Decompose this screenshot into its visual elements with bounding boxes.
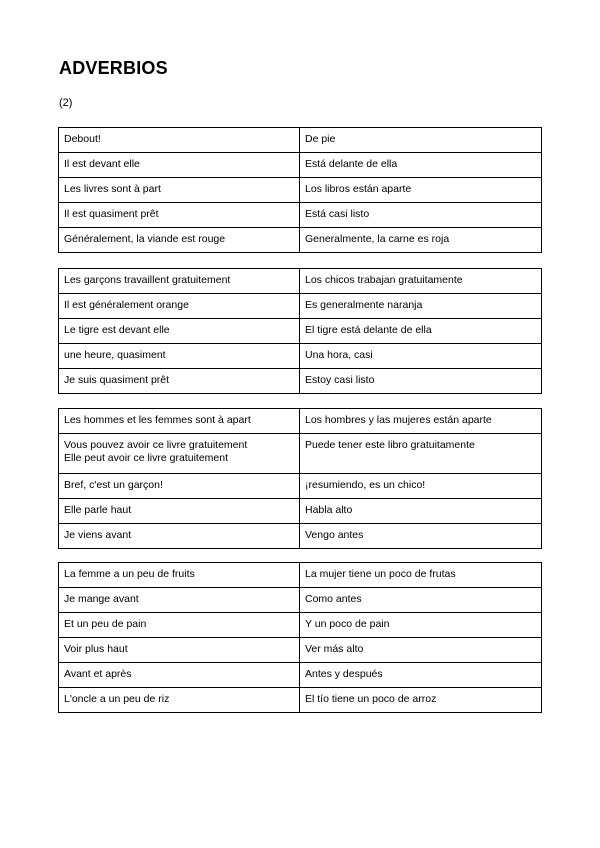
spanish-text: ¡resumiendo, es un chico!: [305, 479, 426, 491]
french-cell: [59, 613, 300, 638]
spanish-cell: [300, 294, 542, 319]
table-row: [59, 563, 542, 588]
spanish-cell: [300, 409, 542, 434]
table-row: [59, 128, 542, 153]
french-text: Avant et après: [64, 668, 132, 680]
french-cell: [59, 269, 300, 294]
table-row: [59, 203, 542, 228]
french-cell: [59, 319, 300, 344]
spanish-cell: [300, 588, 542, 613]
spanish-text: El tigre está delante de ella: [305, 324, 432, 336]
spanish-cell: [300, 369, 542, 394]
spanish-text: Generalmente, la carne es roja: [305, 233, 450, 245]
french-text: Je viens avant: [64, 529, 132, 541]
table-row: [59, 153, 542, 178]
spanish-cell: [300, 128, 542, 153]
french-text: Il est devant elle: [64, 158, 140, 170]
spanish-text: Es generalmente naranja: [305, 299, 423, 311]
french-cell: [59, 499, 300, 524]
spanish-cell: [300, 203, 542, 228]
french-cell: [59, 474, 300, 499]
spanish-cell: [300, 178, 542, 203]
spanish-cell: [300, 499, 542, 524]
table-row: [59, 524, 542, 549]
table-row: [59, 434, 542, 474]
french-cell: [59, 588, 300, 613]
spanish-text: Estoy casi listo: [305, 374, 375, 386]
table-row: [59, 269, 542, 294]
spanish-text: Está casi listo: [305, 208, 370, 220]
french-text: une heure, quasiment: [64, 349, 166, 361]
spanish-cell: [300, 153, 542, 178]
vocab-table-1: [58, 127, 542, 253]
table-row: [59, 688, 542, 713]
french-text: Je mange avant: [64, 593, 139, 605]
french-text: Le tigre est devant elle: [64, 324, 170, 336]
table-row: [59, 178, 542, 203]
table-row: [59, 613, 542, 638]
spanish-text: Vengo antes: [305, 529, 364, 541]
table-row: [59, 588, 542, 613]
french-cell: [59, 294, 300, 319]
french-cell: [59, 228, 300, 253]
spanish-text: El tío tiene un poco de arroz: [305, 693, 437, 705]
french-text: Les hommes et les femmes sont à apart: [64, 414, 251, 426]
french-text: Il est généralement orange: [64, 299, 189, 311]
french-text: Les livres sont à part: [64, 183, 161, 195]
document-subtitle: (2): [59, 97, 73, 109]
french-text: Elle parle haut: [64, 504, 132, 516]
spanish-cell: [300, 638, 542, 663]
french-cell: [59, 434, 300, 474]
spanish-text: Habla alto: [305, 504, 353, 516]
spanish-text: Los libros están aparte: [305, 183, 412, 195]
french-cell: [59, 153, 300, 178]
vocab-table-3: [58, 408, 542, 549]
spanish-cell: [300, 474, 542, 499]
french-text: La femme a un peu de fruits: [64, 568, 195, 580]
table-row: [59, 344, 542, 369]
french-text: Les garçons travaillent gratuitement: [64, 274, 231, 286]
french-cell: [59, 409, 300, 434]
table-row: [59, 409, 542, 434]
spanish-cell: [300, 344, 542, 369]
table-row: [59, 474, 542, 499]
spanish-cell: [300, 228, 542, 253]
french-cell: [59, 178, 300, 203]
document-title: ADVERBIOS: [59, 58, 168, 78]
french-text: Debout!: [64, 133, 101, 145]
spanish-text: La mujer tiene un poco de frutas: [305, 568, 456, 580]
french-text: Bref, c'est un garçon!: [64, 479, 163, 491]
table-row: [59, 294, 542, 319]
french-text: L'oncle a un peu de riz: [64, 693, 170, 705]
french-cell: [59, 369, 300, 394]
table-row: [59, 369, 542, 394]
table-row: [59, 228, 542, 253]
french-cell: [59, 524, 300, 549]
spanish-text: Una hora, casi: [305, 349, 373, 361]
french-text: Voir plus haut: [64, 643, 128, 655]
spanish-cell: [300, 434, 542, 474]
french-text: Je suis quasiment prêt: [64, 374, 170, 386]
table-row: [59, 319, 542, 344]
french-text: Et un peu de pain: [64, 618, 147, 630]
vocab-table-2: [58, 268, 542, 394]
french-cell: [59, 638, 300, 663]
spanish-cell: [300, 663, 542, 688]
french-text: Il est quasiment prêt: [64, 208, 159, 220]
spanish-text: Los chicos trabajan gratuitamente: [305, 274, 463, 286]
spanish-text: Puede tener este libro gratuitamente: [305, 439, 475, 451]
spanish-text: Antes y después: [305, 668, 383, 680]
spanish-cell: [300, 269, 542, 294]
table-row: [59, 638, 542, 663]
french-cell: [59, 203, 300, 228]
french-cell: [59, 663, 300, 688]
spanish-cell: [300, 563, 542, 588]
spanish-cell: [300, 613, 542, 638]
french-text: Vous pouvez avoir ce livre gratuitement: [64, 439, 248, 451]
spanish-cell: [300, 688, 542, 713]
vocab-table-4: [58, 562, 542, 713]
spanish-text: Los hombres y las mujeres están aparte: [305, 414, 492, 426]
french-text: Généralement, la viande est rouge: [64, 233, 226, 245]
spanish-text: Ver más alto: [305, 643, 364, 655]
french-text: Elle peut avoir ce livre gratuitement: [64, 452, 228, 464]
spanish-text: De pie: [305, 133, 336, 145]
spanish-cell: [300, 319, 542, 344]
french-cell: [59, 344, 300, 369]
table-row: [59, 499, 542, 524]
table-row: [59, 663, 542, 688]
french-cell: [59, 688, 300, 713]
spanish-text: Como antes: [305, 593, 362, 605]
french-cell: [59, 128, 300, 153]
french-cell: [59, 563, 300, 588]
spanish-cell: [300, 524, 542, 549]
spanish-text: Y un poco de pain: [305, 618, 390, 630]
spanish-text: Está delante de ella: [305, 158, 398, 170]
